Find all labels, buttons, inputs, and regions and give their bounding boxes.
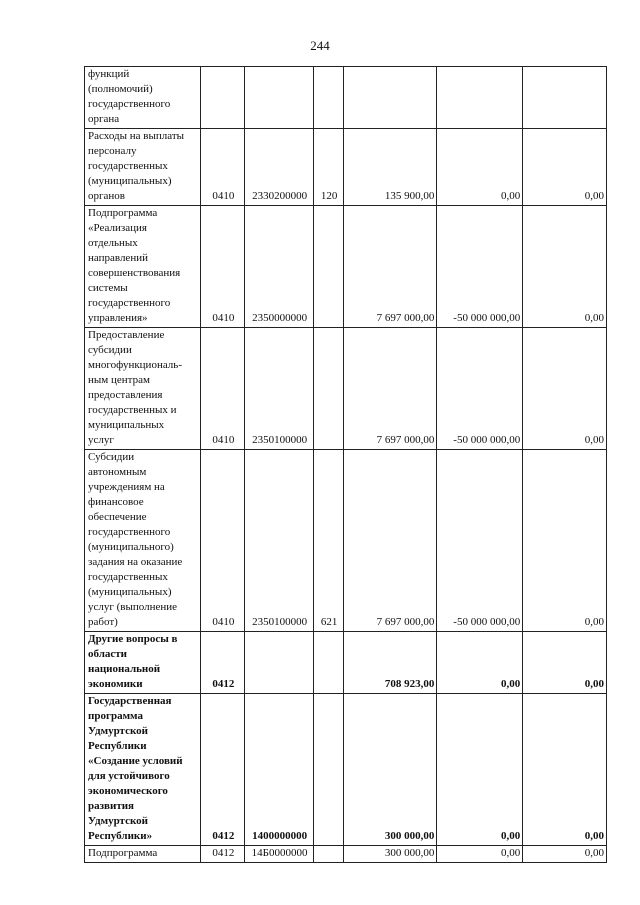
cell-target	[245, 632, 313, 694]
cell-plan: 0,00	[523, 846, 607, 863]
cell-plan	[523, 67, 607, 129]
cell-section: 0410	[201, 450, 245, 632]
cell-change: 0,00	[437, 632, 523, 694]
cell-amount: 7 697 000,00	[344, 206, 437, 328]
cell-amount	[344, 67, 437, 129]
cell-name: функций (полномочий) государственного органа	[85, 67, 201, 129]
cell-target: 2350100000	[245, 328, 313, 450]
budget-table	[84, 66, 607, 863]
cell-plan: 0,00	[523, 129, 607, 206]
page-number: 244	[310, 38, 330, 53]
table-row	[85, 632, 607, 694]
cell-plan: 0,00	[523, 328, 607, 450]
cell-plan: 0,00	[523, 450, 607, 632]
cell-amount: 300 000,00	[344, 694, 437, 846]
cell-amount: 708 923,00	[344, 632, 437, 694]
cell-change: -50 000 000,00	[437, 206, 523, 328]
cell-target: 1400000000	[245, 694, 313, 846]
cell-target: 14Б0000000	[245, 846, 313, 863]
cell-plan: 0,00	[523, 694, 607, 846]
table-row	[85, 328, 607, 450]
cell-section: 0410	[201, 328, 245, 450]
cell-section: 0410	[201, 129, 245, 206]
cell-plan: 0,00	[523, 206, 607, 328]
cell-change: 0,00	[437, 846, 523, 863]
cell-name: Подпрограмма «Реализация отдельных направлений совершенствования системы государственного управления»	[85, 206, 201, 328]
table-row	[85, 846, 607, 863]
cell-target	[245, 67, 313, 129]
cell-section	[201, 67, 245, 129]
cell-change: -50 000 000,00	[437, 450, 523, 632]
cell-type	[313, 632, 344, 694]
cell-target: 2350000000	[245, 206, 313, 328]
cell-name: Другие вопросы в области национальной экономики	[85, 632, 201, 694]
cell-change: -50 000 000,00	[437, 328, 523, 450]
cell-type: 621	[313, 450, 344, 632]
cell-plan: 0,00	[523, 632, 607, 694]
cell-name: Государственная программа Удмуртской Республики «Создание условий для устойчивого экономического развития Удмуртской Республики»	[85, 694, 201, 846]
table-row	[85, 450, 607, 632]
cell-section: 0412	[201, 846, 245, 863]
cell-change: 0,00	[437, 694, 523, 846]
cell-type	[313, 206, 344, 328]
cell-name: Субсидии автономным учреждениям на финансовое обеспечение государственного (муниципального) задания на оказание государственных (муниципальных) услуг (выполнение работ)	[85, 450, 201, 632]
cell-amount: 135 900,00	[344, 129, 437, 206]
cell-type: 120	[313, 129, 344, 206]
cell-name: Расходы на выплаты персоналу государственных (муниципальных) органов	[85, 129, 201, 206]
table-row	[85, 694, 607, 846]
cell-type	[313, 846, 344, 863]
cell-amount: 300 000,00	[344, 846, 437, 863]
cell-amount: 7 697 000,00	[344, 450, 437, 632]
cell-type	[313, 67, 344, 129]
cell-section: 0410	[201, 206, 245, 328]
cell-section: 0412	[201, 632, 245, 694]
cell-type	[313, 694, 344, 846]
table-row	[85, 67, 607, 129]
cell-amount: 7 697 000,00	[344, 328, 437, 450]
cell-change	[437, 67, 523, 129]
table-row	[85, 206, 607, 328]
cell-type	[313, 328, 344, 450]
cell-name: Предоставление субсидии многофункциональ- ным центрам предоставления государственных и муниципальных услуг	[85, 328, 201, 450]
table-row	[85, 129, 607, 206]
cell-section: 0412	[201, 694, 245, 846]
cell-target: 2330200000	[245, 129, 313, 206]
cell-change: 0,00	[437, 129, 523, 206]
cell-target: 2350100000	[245, 450, 313, 632]
cell-name: Подпрограмма	[85, 846, 201, 863]
